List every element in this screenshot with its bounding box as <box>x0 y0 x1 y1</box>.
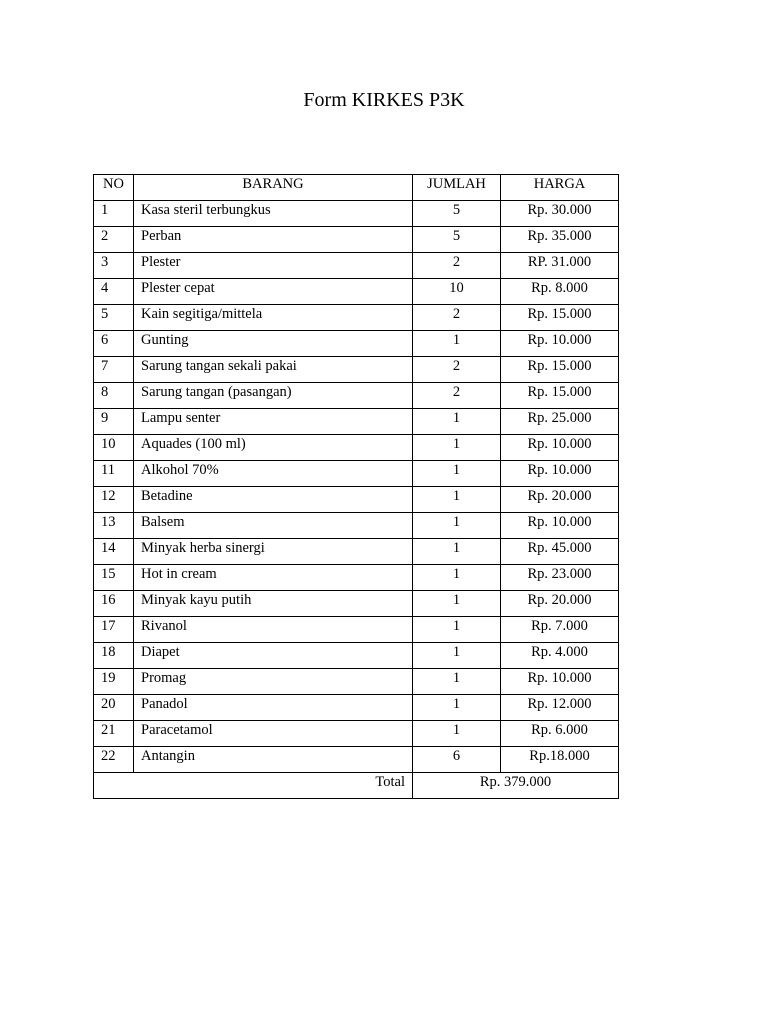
row-harga: Rp. 45.000 <box>501 539 619 565</box>
row-jumlah: 2 <box>413 305 501 331</box>
row-jumlah: 6 <box>413 747 501 773</box>
row-harga: Rp. 10.000 <box>501 331 619 357</box>
row-no: 20 <box>94 695 134 721</box>
row-barang: Kain segitiga/mittela <box>134 305 413 331</box>
table-row <box>94 695 619 721</box>
row-jumlah: 1 <box>413 695 501 721</box>
table-row <box>94 279 619 305</box>
row-harga: Rp.18.000 <box>501 747 619 773</box>
row-no: 3 <box>94 253 134 279</box>
row-no: 15 <box>94 565 134 591</box>
table-row <box>94 435 619 461</box>
row-harga: Rp. 12.000 <box>501 695 619 721</box>
row-no: 2 <box>94 227 134 253</box>
row-jumlah: 1 <box>413 409 501 435</box>
row-harga: Rp. 7.000 <box>501 617 619 643</box>
row-no: 13 <box>94 513 134 539</box>
row-no: 21 <box>94 721 134 747</box>
header-jumlah: JUMLAH <box>413 175 501 201</box>
row-jumlah: 5 <box>413 227 501 253</box>
row-harga: Rp. 20.000 <box>501 591 619 617</box>
row-harga: Rp. 4.000 <box>501 643 619 669</box>
table-row <box>94 227 619 253</box>
row-harga: Rp. 10.000 <box>501 513 619 539</box>
row-barang: Gunting <box>134 331 413 357</box>
row-jumlah: 1 <box>413 591 501 617</box>
row-no: 11 <box>94 461 134 487</box>
table-row <box>94 409 619 435</box>
table-row <box>94 305 619 331</box>
row-jumlah: 1 <box>413 721 501 747</box>
total-label: Total <box>94 773 413 799</box>
table-row <box>94 383 619 409</box>
page-title: Form KIRKES P3K <box>303 89 465 111</box>
table-row <box>94 591 619 617</box>
row-jumlah: 2 <box>413 357 501 383</box>
row-barang: Betadine <box>134 487 413 513</box>
header-harga: HARGA <box>501 175 619 201</box>
row-harga: Rp. 15.000 <box>501 305 619 331</box>
table-row <box>94 617 619 643</box>
row-no: 1 <box>94 201 134 227</box>
row-jumlah: 1 <box>413 513 501 539</box>
row-jumlah: 2 <box>413 253 501 279</box>
row-jumlah: 1 <box>413 461 501 487</box>
row-barang: Kasa steril terbungkus <box>134 201 413 227</box>
table-header-row <box>94 175 619 201</box>
row-harga: Rp. 10.000 <box>501 461 619 487</box>
row-no: 14 <box>94 539 134 565</box>
header-no: NO <box>94 175 134 201</box>
row-no: 16 <box>94 591 134 617</box>
row-barang: Plester <box>134 253 413 279</box>
row-jumlah: 1 <box>413 487 501 513</box>
row-harga: Rp. 10.000 <box>501 669 619 695</box>
row-jumlah: 1 <box>413 643 501 669</box>
row-jumlah: 1 <box>413 331 501 357</box>
table-row <box>94 565 619 591</box>
row-barang: Panadol <box>134 695 413 721</box>
table-row <box>94 201 619 227</box>
row-jumlah: 1 <box>413 539 501 565</box>
items-table <box>93 174 619 799</box>
row-no: 6 <box>94 331 134 357</box>
row-harga: Rp. 8.000 <box>501 279 619 305</box>
row-barang: Promag <box>134 669 413 695</box>
row-jumlah: 1 <box>413 565 501 591</box>
row-barang: Lampu senter <box>134 409 413 435</box>
header-barang: BARANG <box>134 175 413 201</box>
row-harga: Rp. 23.000 <box>501 565 619 591</box>
row-no: 7 <box>94 357 134 383</box>
total-value: Rp. 379.000 <box>413 773 619 799</box>
row-no: 12 <box>94 487 134 513</box>
row-no: 18 <box>94 643 134 669</box>
table-row <box>94 487 619 513</box>
row-barang: Alkohol 70% <box>134 461 413 487</box>
row-no: 17 <box>94 617 134 643</box>
row-harga: Rp. 30.000 <box>501 201 619 227</box>
row-no: 22 <box>94 747 134 773</box>
row-harga: Rp. 10.000 <box>501 435 619 461</box>
row-barang: Balsem <box>134 513 413 539</box>
row-barang: Aquades (100 ml) <box>134 435 413 461</box>
row-jumlah: 5 <box>413 201 501 227</box>
table-row <box>94 747 619 773</box>
row-no: 4 <box>94 279 134 305</box>
row-barang: Antangin <box>134 747 413 773</box>
row-harga: Rp. 6.000 <box>501 721 619 747</box>
table-row <box>94 539 619 565</box>
row-barang: Paracetamol <box>134 721 413 747</box>
row-barang: Minyak kayu putih <box>134 591 413 617</box>
row-harga: RP. 31.000 <box>501 253 619 279</box>
table-row <box>94 357 619 383</box>
row-barang: Sarung tangan (pasangan) <box>134 383 413 409</box>
table-row <box>94 461 619 487</box>
table-row <box>94 669 619 695</box>
row-barang: Rivanol <box>134 617 413 643</box>
row-jumlah: 2 <box>413 383 501 409</box>
row-no: 8 <box>94 383 134 409</box>
row-barang: Perban <box>134 227 413 253</box>
row-jumlah: 1 <box>413 669 501 695</box>
row-jumlah: 10 <box>413 279 501 305</box>
row-jumlah: 1 <box>413 617 501 643</box>
table-row <box>94 643 619 669</box>
row-harga: Rp. 15.000 <box>501 383 619 409</box>
row-harga: Rp. 20.000 <box>501 487 619 513</box>
row-no: 10 <box>94 435 134 461</box>
row-harga: Rp. 25.000 <box>501 409 619 435</box>
table-row <box>94 331 619 357</box>
row-harga: Rp. 15.000 <box>501 357 619 383</box>
table-row <box>94 513 619 539</box>
row-barang: Hot in cream <box>134 565 413 591</box>
row-harga: Rp. 35.000 <box>501 227 619 253</box>
row-no: 19 <box>94 669 134 695</box>
row-jumlah: 1 <box>413 435 501 461</box>
total-row <box>94 773 619 799</box>
row-no: 5 <box>94 305 134 331</box>
row-barang: Diapet <box>134 643 413 669</box>
table-body <box>94 201 619 773</box>
row-barang: Plester cepat <box>134 279 413 305</box>
row-barang: Sarung tangan sekali pakai <box>134 357 413 383</box>
table-row <box>94 721 619 747</box>
table-row <box>94 253 619 279</box>
row-barang: Minyak herba sinergi <box>134 539 413 565</box>
row-no: 9 <box>94 409 134 435</box>
